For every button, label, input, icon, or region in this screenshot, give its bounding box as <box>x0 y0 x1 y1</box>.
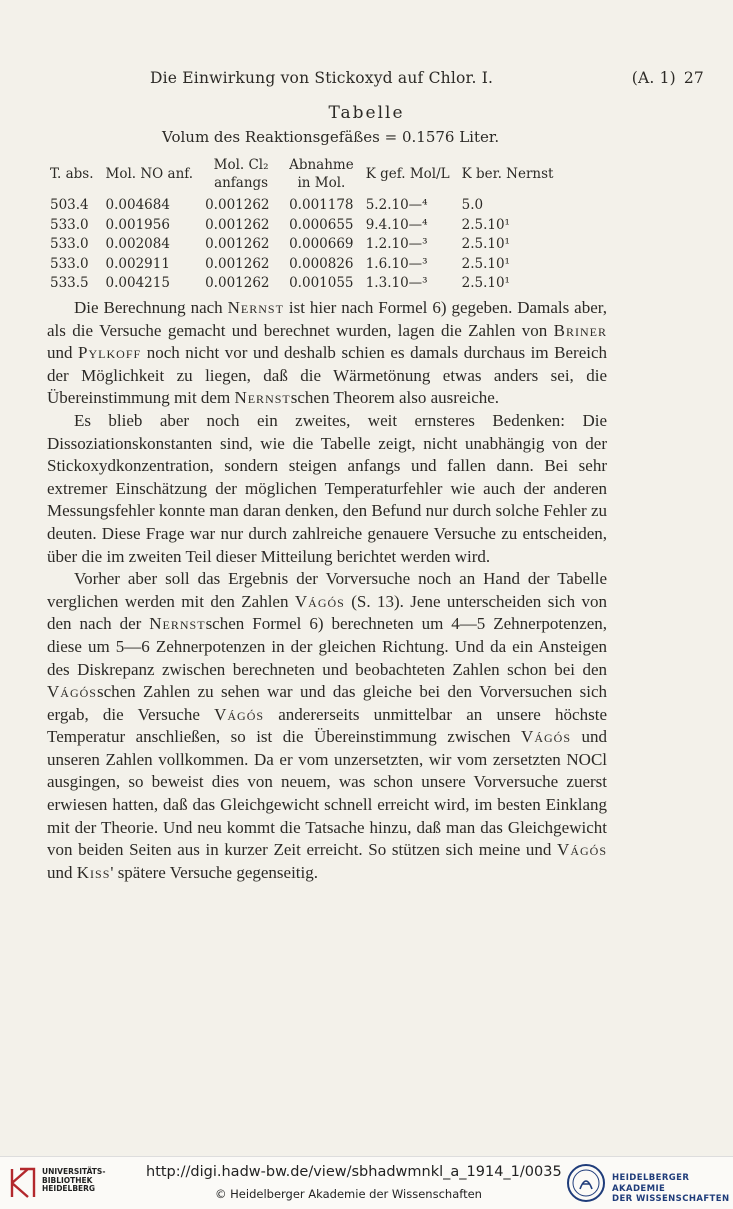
academy-line: HEIDELBERGER AKADEMIE <box>612 1173 690 1194</box>
table-row <box>44 274 559 294</box>
running-title: Die Einwirkung von Stickoxyd auf Chlor. I. <box>150 69 494 87</box>
author-name: Vágós <box>47 682 97 702</box>
library-line: BIBLIOTHEK <box>42 1175 93 1185</box>
copyright-notice: © Heidelberger Akademie der Wissenschaften <box>215 1187 482 1201</box>
table-cell: 5.0 <box>461 197 484 213</box>
col-header: K gef. Mol/L <box>365 166 450 182</box>
table-cell: 0.001262 <box>205 197 270 213</box>
author-name: Nernst <box>227 298 284 317</box>
university-library-logo-icon <box>8 1165 38 1201</box>
table-cell: 2.5.10¹ <box>461 255 510 272</box>
text-run: andererseits unmittelbar an unsere höchste Temperatur anschließen, so ist die Übereinstimmung zwischen <box>47 704 607 747</box>
author-name: Pylkoff <box>78 343 142 363</box>
table-cell: 0.000655 <box>289 216 354 233</box>
page-number-group <box>632 69 704 87</box>
text-run: schen Formel 6) berechneten um 4—5 Zehnerpotenzen, diese um 5—6 Zehnerpotenzen in der gleichen Richtung. Und da ein Ansteigen des Diskrepanz zwischen berechneten und beobachteten Zahlen schon bei den <box>47 614 607 679</box>
col-header: Mol. NO anf. <box>105 166 194 182</box>
table-cell: 1.2.10—³ <box>365 236 428 253</box>
table-row <box>44 196 559 216</box>
table-cell: 0.000669 <box>289 236 354 253</box>
author-name: Vágós <box>521 727 571 747</box>
table-cell: 0.001262 <box>205 236 270 253</box>
text-run: ist hier nach Formel 6) gegeben. Damals aber, als die Versuche gemacht und berechnet wurden, lagen die Zahlen von <box>47 298 607 340</box>
paragraph-3 <box>47 568 607 884</box>
table-cell: 533.0 <box>50 216 89 233</box>
col-header: Mol. Cl₂ anfangs <box>213 157 269 191</box>
table-cell: 0.001262 <box>205 216 270 233</box>
academy-line: DER WISSENSCHAFTEN <box>612 1194 730 1204</box>
library-line: HEIDELBERG <box>42 1184 96 1194</box>
running-header <box>150 69 704 87</box>
table-title: Tabelle <box>328 103 405 123</box>
table-cell: 0.001262 <box>205 255 270 272</box>
text-run: ' spätere Versuche gegenseitig. <box>110 862 318 882</box>
text-run: und unseren Zahlen vollkommen. Da er vom unzersetzten, wir vom zersetzten NOCl ausgingen, so beweist dies von neuem, was schon unsere Vorversuche zuerst erwiesen hatten, daß das Gleichgewicht schnell erreicht wird, im besten Einklang mit der Theorie. Und neu kommt die Tatsache hinzu, daß man das Gleichgewicht von beiden Seiten aus in kurzer Zeit erreicht. So stützen sich meine und <box>47 727 607 860</box>
text-run: und <box>47 343 79 363</box>
library-line: UNIVERSITÄTS- <box>42 1167 106 1176</box>
table-cell: 9.4.10—⁴ <box>365 216 428 233</box>
table-cell: 0.000826 <box>289 255 354 272</box>
section-ref: (A. 1) <box>631 69 676 87</box>
table-subtitle: Volum des Reaktionsgefäßes = 0.1576 Liter. <box>162 128 500 146</box>
table-cell: 0.001055 <box>289 275 354 292</box>
paragraph-1 <box>47 297 607 410</box>
page-number: 27 <box>683 69 704 87</box>
text-run: Vorher aber soll das Ergebnis der Vorversuche noch an Hand der Tabelle verglichen werden mit den Zahlen <box>47 569 607 611</box>
author-name: Vágós <box>214 704 265 724</box>
table-row <box>44 235 559 255</box>
col-header: K ber. Nernst <box>461 166 554 182</box>
table-cell: 0.004684 <box>105 197 170 213</box>
table-cell: 1.6.10—³ <box>365 255 428 272</box>
text-run: noch nicht vor und deshalb schien es damals durchaus im Bereich der Möglichkeit zu liegen, daß die Wärmetönung etwas anders sei, die Übereinstimmung mit dem <box>47 343 608 408</box>
table-cell: 533.5 <box>50 275 89 292</box>
academy-name <box>612 1173 733 1205</box>
permalink-url[interactable]: http://digi.hadw-bw.de/view/sbhadwmnkl_a_1914_1/0035 <box>146 1164 562 1180</box>
text-run: Die Berechnung nach <box>74 298 228 317</box>
viewer-footer <box>0 1156 733 1209</box>
text-run: und <box>47 862 77 882</box>
table-cell: 533.0 <box>50 236 89 253</box>
table-cell: 5.2.10—⁴ <box>365 197 428 213</box>
table-cell: 0.001956 <box>105 216 170 233</box>
table-row <box>44 255 559 275</box>
table-header-row <box>44 152 559 196</box>
table-cell: 0.004215 <box>105 275 170 292</box>
table-cell: 2.5.10¹ <box>461 236 510 253</box>
col-header: Abnahme in Mol. <box>289 157 354 191</box>
table-cell: 1.3.10—³ <box>365 275 428 292</box>
table-cell: 503.4 <box>50 197 89 213</box>
author-name: Nernst <box>234 388 291 408</box>
academy-seal-icon <box>566 1163 606 1203</box>
author-name: Vágós <box>294 591 345 611</box>
text-run: schen Zahlen zu sehen war und das gleiche bei den Vorversuchen sich ergab, die Versuche <box>47 682 607 724</box>
table-cell: 2.5.10¹ <box>461 216 510 233</box>
library-name <box>42 1168 105 1194</box>
table-cell: 0.002911 <box>105 255 170 272</box>
author-name: Vágós <box>557 840 607 860</box>
author-name: Nernst <box>149 614 206 634</box>
col-header: T. abs. <box>50 166 94 182</box>
author-name: Kiss <box>76 862 111 882</box>
table-cell: 2.5.10¹ <box>461 275 510 292</box>
text-run: (S. 13). Jene unterscheiden sich von den nach der <box>47 591 607 634</box>
table-row <box>44 216 559 236</box>
paragraph-2: Es blieb aber noch ein zweites, weit ernsteres Bedenken: Die Dissoziationskonstanten sind, wie die Tabelle zeigt, nicht unabhängig von der Stickoxydkonzentration, sondern steigen anfangs und fallen dann. Bei sehr extremer Einschätzung der möglichen Temperaturfehler wie auch der anderen Messungsfehler konnte man daran denken, den Befund nur durch solche Fehler zu deuten. Diese Frage war nur durch zahlreiche genauere Versuche zu entscheiden, über die im zweiten Teil dieser Mitteilung berichtet werden wird. <box>47 410 607 566</box>
table-cell: 533.0 <box>50 255 89 272</box>
data-table <box>44 152 559 294</box>
table-cell: 0.001178 <box>289 197 354 213</box>
body-text <box>47 297 607 884</box>
author-name: Briner <box>553 320 607 340</box>
table-cell: 0.001262 <box>205 275 270 292</box>
table-cell: 0.002084 <box>105 236 170 253</box>
text-run: schen Theorem also ausreiche. <box>290 388 500 408</box>
